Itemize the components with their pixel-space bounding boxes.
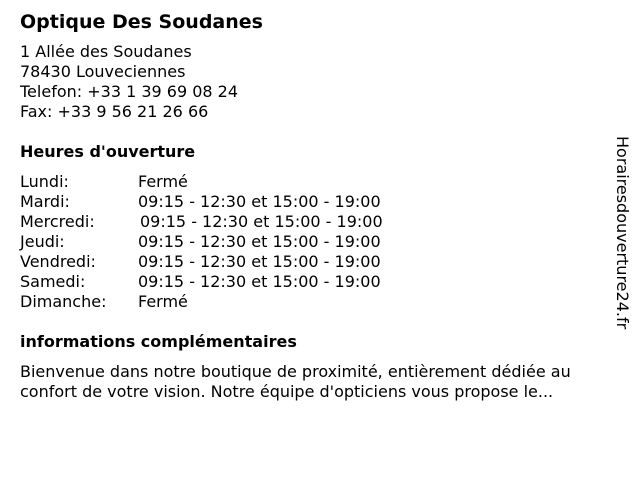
hours-day: Mardi: [20,192,70,211]
phone-number: Telefon: +33 1 39 69 08 24 [20,82,239,101]
hours-value: Fermé [138,292,188,311]
hours-value: 09:15 - 12:30 et 15:00 - 19:00 [138,272,381,291]
hours-row-friday [20,252,620,272]
hours-value: Fermé [138,172,188,191]
hours-row-tuesday [20,192,620,212]
business-name: Optique Des Soudanes [20,11,263,33]
opening-hours-title: Heures d'ouverture [20,142,196,161]
hours-day: Jeudi: [20,232,65,251]
hours-row-sunday [20,292,620,312]
hours-row-monday [20,172,620,192]
hours-day: Samedi: [20,272,86,291]
hours-value: 09:15 - 12:30 et 15:00 - 19:00 [140,212,383,231]
address-line-2: 78430 Louveciennes [20,62,186,81]
hours-day: Mercredi: [20,212,95,231]
hours-day: Lundi: [20,172,69,191]
additional-info-title: informations complémentaires [20,332,297,351]
business-description: Bienvenue dans notre boutique de proximité, entièrement dédiée au confort de votre vision. Notre équipe d'opticiens vous propose le... [20,362,571,401]
hours-day: Dimanche: [20,292,107,311]
hours-value: 09:15 - 12:30 et 15:00 - 19:00 [138,192,381,211]
hours-row-saturday [20,272,620,292]
address-line-1: 1 Allée des Soudanes [20,42,192,61]
hours-value: 09:15 - 12:30 et 15:00 - 19:00 [138,232,381,251]
site-watermark: Horairesdouverture24.fr [613,136,632,330]
fax-number: Fax: +33 9 56 21 26 66 [20,102,209,121]
hours-day: Vendredi: [20,252,96,271]
business-card [20,10,620,402]
hours-row-thursday [20,232,620,252]
hours-row-wednesday [20,212,620,232]
hours-value: 09:15 - 12:30 et 15:00 - 19:00 [138,252,381,271]
opening-hours-table [20,172,620,312]
